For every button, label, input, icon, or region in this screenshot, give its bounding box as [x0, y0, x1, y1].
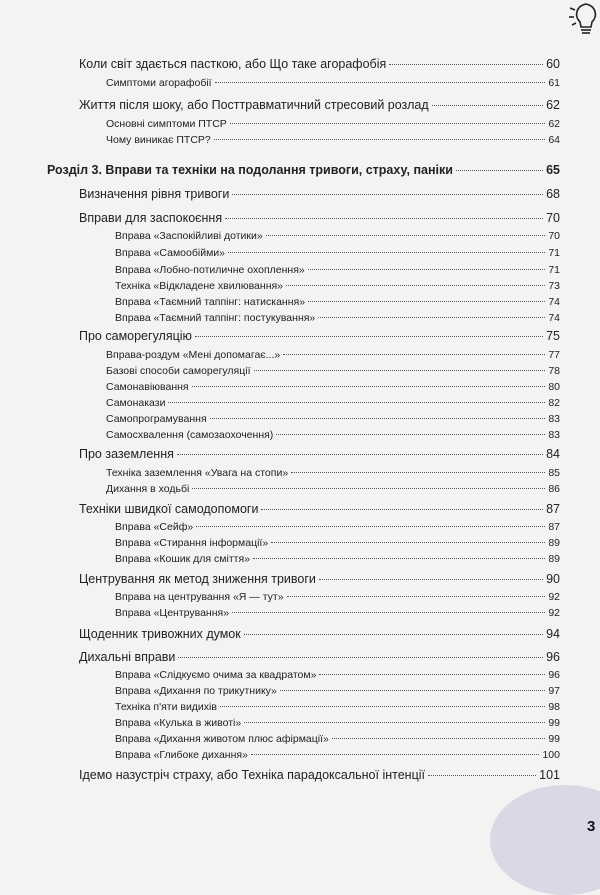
- toc-entry[interactable]: [79, 96, 560, 114]
- toc-entry-title: Вправа «Стирання інформації»: [115, 537, 269, 549]
- toc-leader: [318, 316, 545, 318]
- toc-entry-title: Вправа «Кулька в животі»: [115, 717, 242, 729]
- toc-entry-page: 61: [548, 77, 560, 89]
- toc-leader: [266, 234, 546, 236]
- toc-leader: [291, 471, 545, 473]
- toc-entry-title: Самосхвалення (самозаохочення): [106, 429, 274, 441]
- toc-entry-title: Визначення рівня тривоги: [79, 187, 230, 201]
- toc-entry-title: Самонакази: [106, 397, 166, 409]
- toc-entry[interactable]: [115, 244, 560, 262]
- toc-leader: [244, 633, 543, 635]
- toc-leader: [283, 353, 545, 355]
- toc-entry-page: 70: [548, 230, 560, 242]
- toc-entry-page: 71: [548, 264, 560, 276]
- toc-entry[interactable]: [79, 185, 560, 203]
- toc-leader: [389, 63, 543, 65]
- toc-entry-page: 97: [548, 685, 560, 697]
- toc-entry[interactable]: [106, 426, 560, 444]
- toc-entry-title: Розділ 3. Вправи та техніки на подолання тривоги, страху, паніки: [47, 163, 453, 177]
- toc-entry-title: Симптоми агорафобії: [106, 77, 212, 89]
- toc-entry-page: 80: [548, 381, 560, 393]
- toc-entry-page: 70: [546, 211, 560, 225]
- toc-entry-page: 71: [548, 247, 560, 259]
- toc-entry[interactable]: [79, 445, 560, 463]
- toc-entry-page: 83: [548, 429, 560, 441]
- toc-entry-page: 101: [539, 768, 560, 782]
- toc-entry-page: 92: [548, 607, 560, 619]
- toc-entry-title: Вправи для заспокоєння: [79, 211, 223, 225]
- toc-entry-title: Основні симптоми ПТСР: [106, 118, 227, 130]
- toc-entry[interactable]: [115, 604, 560, 622]
- toc-entry-page: 64: [548, 134, 560, 146]
- toc-entry-page: 74: [548, 312, 560, 324]
- toc-leader: [214, 138, 546, 140]
- toc-leader: [192, 385, 546, 387]
- toc-entry-title: Коли світ здається пасткою, або Що таке агорафобія: [79, 57, 387, 71]
- toc-entry[interactable]: [79, 648, 560, 666]
- toc-entry[interactable]: [106, 131, 560, 149]
- toc-entry-title: Вправа «Заспокійливі дотики»: [115, 230, 263, 242]
- toc-entry-title: Дихальні вправи: [79, 650, 176, 664]
- toc-leader: [251, 753, 540, 755]
- toc-entry-page: 100: [542, 749, 560, 761]
- toc-leader: [286, 284, 545, 286]
- toc-entry[interactable]: [106, 480, 560, 498]
- toc-entry-page: 96: [546, 650, 560, 664]
- toc-entry-title: Чому виникає ПТСР?: [106, 134, 211, 146]
- toc-entry-title: Вправа «Слідкуємо очима за квадратом»: [115, 669, 317, 681]
- toc-leader: [215, 81, 546, 83]
- toc-leader: [232, 193, 543, 195]
- toc-entry-title: Вправа «Самообійми»: [115, 247, 225, 259]
- toc-entry-title: Вправа «Центрування»: [115, 607, 230, 619]
- toc-entry-page: 89: [548, 553, 560, 565]
- toc-entry-page: 77: [548, 349, 560, 361]
- toc-entry-page: 84: [546, 447, 560, 461]
- toc-entry-page: 86: [548, 483, 560, 495]
- toc-entry-page: 92: [548, 591, 560, 603]
- toc-entry-page: 62: [546, 98, 560, 112]
- toc-entry-page: 94: [546, 627, 560, 641]
- toc-entry-title: Вправа «Таємний таппінг: постукування»: [115, 312, 316, 324]
- toc-leader: [432, 104, 543, 106]
- toc-entry[interactable]: [79, 570, 560, 588]
- toc-leader: [210, 417, 546, 419]
- toc-entry[interactable]: [115, 309, 560, 327]
- toc-entry[interactable]: [79, 327, 560, 345]
- toc-leader: [220, 705, 545, 707]
- toc-leader: [261, 508, 543, 510]
- toc-leader: [177, 453, 543, 455]
- toc-leader: [319, 673, 545, 675]
- toc-entry-title: Вправа на центрування «Я — тут»: [115, 591, 284, 603]
- toc-leader: [280, 689, 545, 691]
- toc-entry-page: 89: [548, 537, 560, 549]
- toc-entry-page: 96: [548, 669, 560, 681]
- toc-leader: [230, 122, 546, 124]
- toc-entry-page: 99: [548, 717, 560, 729]
- toc-entry-page: 78: [548, 365, 560, 377]
- toc-entry-page: 65: [546, 163, 560, 177]
- toc-leader: [428, 774, 536, 776]
- toc-entry-page: 85: [548, 467, 560, 479]
- toc-entry[interactable]: [115, 746, 560, 764]
- toc-leader: [196, 525, 545, 527]
- toc-entry-title: Вправа-роздум «Мені допомагає...»: [106, 349, 281, 361]
- toc-entry-page: 60: [546, 57, 560, 71]
- toc-entry-title: Вправа «Глибоке дихання»: [115, 749, 248, 761]
- toc-entry-title: Вправа «Кошик для сміття»: [115, 553, 250, 565]
- toc-entry[interactable]: [115, 550, 560, 568]
- toc-leader: [254, 369, 546, 371]
- page-number: 3: [587, 818, 596, 835]
- toc-entry-title: Центрування як метод зниження тривоги: [79, 572, 316, 586]
- toc-leader: [287, 595, 546, 597]
- toc-entry[interactable]: [79, 209, 560, 227]
- toc-entry[interactable]: [79, 625, 560, 643]
- toc-entry-title: Самонавіювання: [106, 381, 189, 393]
- toc-leader: [244, 721, 545, 723]
- toc-entry-page: 75: [546, 329, 560, 343]
- toc-leader: [308, 268, 546, 270]
- toc-entry-page: 98: [548, 701, 560, 713]
- toc-entry[interactable]: [79, 55, 560, 73]
- toc-leader: [228, 251, 545, 253]
- toc-entry-title: Щоденник тривожних думок: [79, 627, 241, 641]
- toc-entry-title: Самопрограмування: [106, 413, 207, 425]
- toc-entry-title: Вправа «Дихання животом плюс афірмації»: [115, 733, 329, 745]
- toc-entry-title: Техніка п'яти видихів: [115, 701, 217, 713]
- toc-leader: [168, 401, 545, 403]
- toc-leader: [225, 217, 543, 219]
- toc-leader: [332, 737, 545, 739]
- toc-leader: [456, 169, 543, 171]
- toc-entry-page: 90: [546, 572, 560, 586]
- toc-entry-title: Про саморегуляцію: [79, 329, 192, 343]
- toc-entry-title: Техніки швидкої самодопомоги: [79, 502, 259, 516]
- toc-leader: [232, 611, 545, 613]
- toc-entry-title: Про заземлення: [79, 447, 174, 461]
- toc-entry[interactable]: [115, 227, 560, 245]
- toc-entry-page: 87: [548, 521, 560, 533]
- toc-leader: [253, 557, 545, 559]
- toc-entry-page: 68: [546, 187, 560, 201]
- toc-entry[interactable]: [79, 500, 560, 518]
- toc-entry-title: Техніка «Відкладене хвилювання»: [115, 280, 284, 292]
- toc-entry[interactable]: [79, 766, 560, 784]
- toc-entry-page: 99: [548, 733, 560, 745]
- toc-section-heading[interactable]: [47, 161, 560, 179]
- toc-entry-title: Життя після шоку, або Посттравматичний стресовий розлад: [79, 98, 429, 112]
- toc-entry-title: Техніка заземлення «Увага на стопи»: [106, 467, 289, 479]
- toc-entry-title: Вправа «Таємний таппінг: натискання»: [115, 296, 306, 308]
- toc-leader: [276, 433, 545, 435]
- toc-leader: [308, 300, 545, 302]
- toc-entry-title: Ідемо назустріч страху, або Техніка парадоксальної інтенції: [79, 768, 425, 782]
- toc-entry-page: 74: [548, 296, 560, 308]
- toc-leader: [319, 578, 543, 580]
- toc-entry-page: 73: [548, 280, 560, 292]
- toc-entry-title: Вправа «Сейф»: [115, 521, 194, 533]
- toc-entry-title: Вправа «Дихання по трикутнику»: [115, 685, 277, 697]
- toc-entry-page: 62: [548, 118, 560, 130]
- toc-leader: [178, 656, 543, 658]
- toc-entry-page: 87: [546, 502, 560, 516]
- toc-entry-page: 83: [548, 413, 560, 425]
- toc-entry-title: Базові способи саморегуляції: [106, 365, 251, 377]
- toc-leader: [195, 335, 543, 337]
- toc-leader: [271, 541, 545, 543]
- toc-entry-page: 82: [548, 397, 560, 409]
- toc-leader: [192, 487, 545, 489]
- toc-entry[interactable]: [106, 74, 560, 92]
- toc-entry-title: Дихання в ходьбі: [106, 483, 190, 495]
- toc-entry-title: Вправа «Лобно-потиличне охоплення»: [115, 264, 305, 276]
